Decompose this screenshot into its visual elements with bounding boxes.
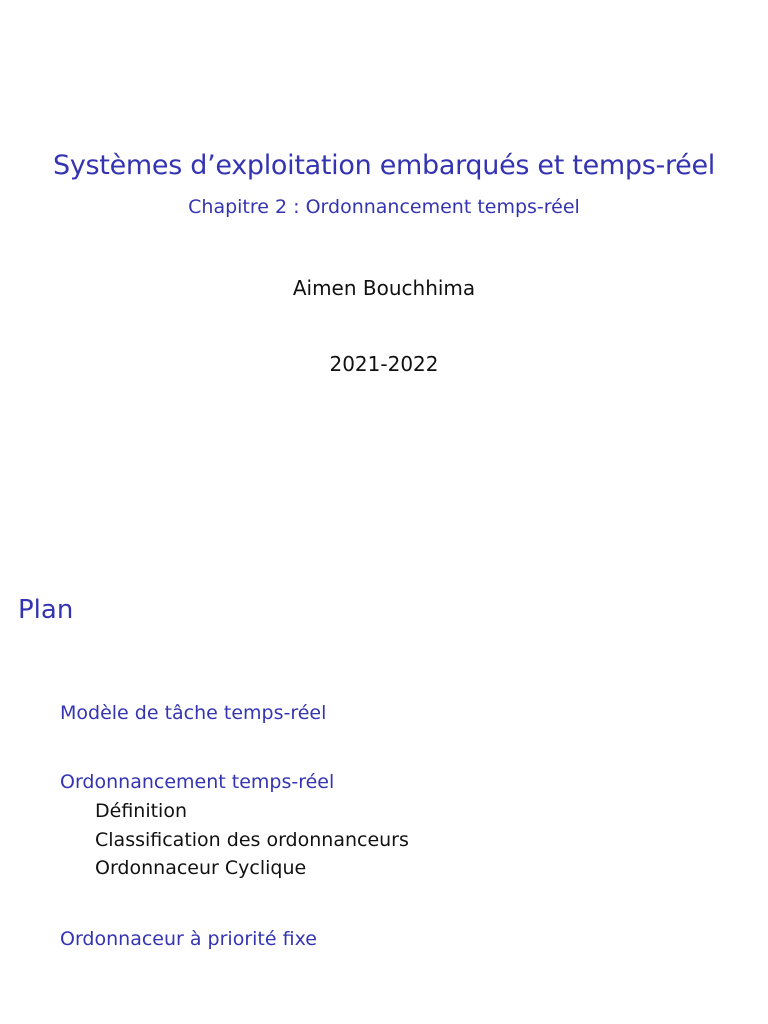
toc-subsection-cyclic-scheduler[interactable]: Ordonnaceur Cyclique bbox=[95, 857, 307, 879]
plan-title: Plan bbox=[18, 595, 74, 625]
toc-subsection-classification[interactable]: Classification des ordonnanceurs bbox=[95, 829, 409, 851]
plan-slide bbox=[0, 512, 768, 1024]
presentation-date: 2021-2022 bbox=[329, 352, 439, 376]
presentation-title: Systèmes d’exploitation embarqués et temps-réel bbox=[53, 150, 715, 181]
author-name: Aimen Bouchhima bbox=[292, 276, 476, 300]
presentation-subtitle: Chapitre 2 : Ordonnancement temps-réel bbox=[188, 196, 580, 218]
toc-section-fixed-priority[interactable]: Ordonnaceur à priorité fixe bbox=[60, 928, 317, 950]
toc-section-scheduling[interactable]: Ordonnancement temps-réel bbox=[60, 771, 335, 793]
toc-subsection-definition[interactable]: Définition bbox=[95, 800, 188, 822]
toc-section-task-model[interactable]: Modèle de tâche temps-réel bbox=[60, 702, 327, 724]
